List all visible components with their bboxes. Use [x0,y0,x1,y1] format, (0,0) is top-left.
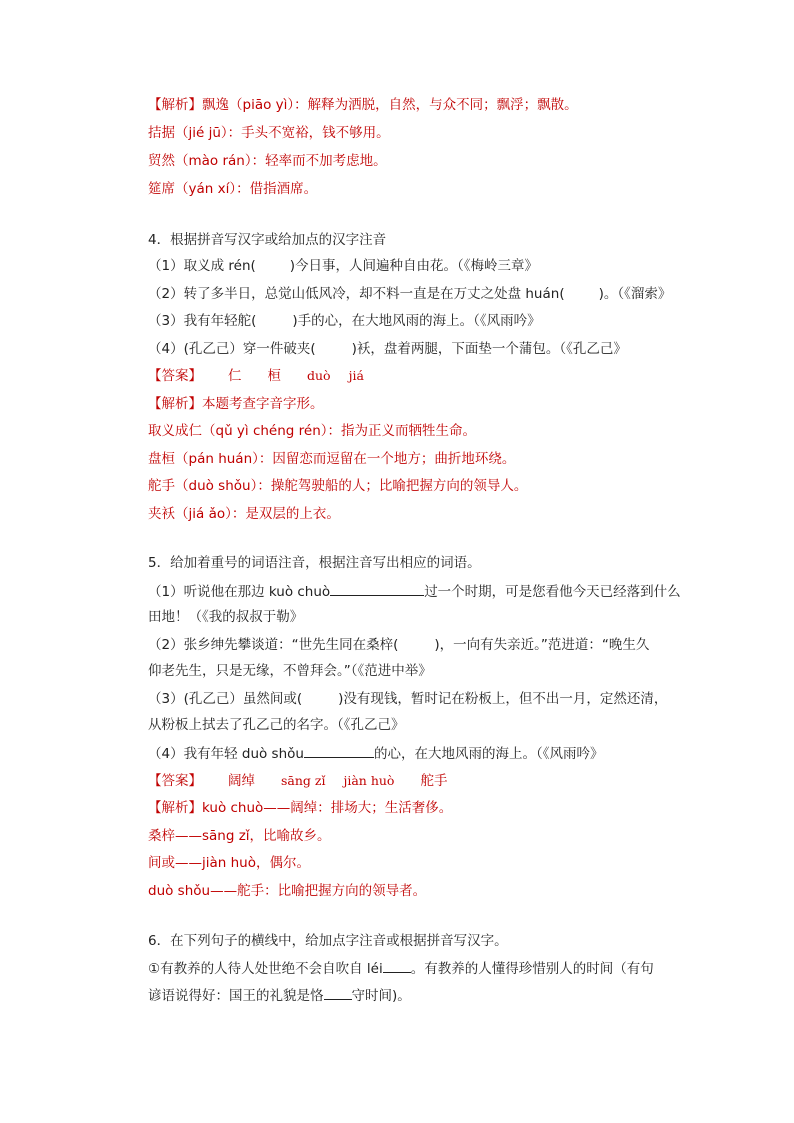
q5-analysis-label: 【解析】 [148,800,202,816]
q4-analysis-line-2: 盘桓（pán huán）：因留恋而逗留在一个地方；曲折地环绕。 [148,451,516,467]
q4-item-4-part-b: )袄，盘着两腿，下面垫一个蒲包。（《孔乙己》 [351,341,627,357]
q4-answer-3: duò [307,368,331,383]
q6-item-1-part-b: 。有教养的人懂得珍惜别人的时间（有句 [410,961,654,977]
q4-analysis-line-1: 取义成仁（qǔ yì chéng rén）：指为正义而牺牲生命。 [148,423,477,439]
q4-item-1-part-a: （1）取义成 rén( [148,258,256,274]
q6-item-1 [148,958,654,979]
q4-item-2 [148,284,671,304]
q5-item-3-cont: 从粉板上拭去了孔乙己的名字。（《孔乙己》 [148,717,405,733]
q5-item-2-part-a: （2）张乡绅先攀谈道：“世先生同在桑梓( [148,637,399,653]
q4-analysis-line-0 [148,394,324,414]
q4-answer-label: 【答案】 [148,368,202,384]
q5-item-1-part-a: （1）听说他在那边 kuò chuò [148,584,331,600]
q5-title: 5．给加着重号的词语注音，根据注音写出相应的词语。 [148,555,481,571]
q4-item-2-part-b: )。（《溜索》 [598,286,672,302]
q4-analysis-line-3: 舵手（duò shǒu）：操舵驾驶船的人；比喻把握方向的领导人。 [148,478,528,494]
q4-title: 4．根据拼音写汉字或给加点的汉字注音 [148,232,387,248]
q5-item-1-blank [330,581,424,596]
q5-answer-3: jiàn huò [343,773,395,788]
q4-item-3 [148,311,541,331]
q5-item-4-part-b: 的心，在大地风雨的海上。（《风雨吟》 [373,746,604,762]
q3-analysis-line-1 [148,95,578,115]
q3-analysis-line-2: 拮据（jié jū）：手头不宽裕，钱不够用。 [148,125,390,141]
q5-item-3-part-a: （3）(孔乙己）虽然间或( [148,691,303,707]
q5-answer-4: 舵手 [420,773,448,789]
q3-analysis-line-4: 筵席（yán xí）：借指酒席。 [148,181,318,197]
q5-item-3-part-b: )没有现钱，暂时记在粉板上，但不出一月，定然还清， [338,691,668,707]
q3-analysis-text-1: 飘逸（piāo yì）：解释为洒脱，自然，与众不同；飘浮；飘散。 [202,97,578,113]
q4-analysis-text-0: 本题考查字音字形。 [202,396,324,412]
q5-item-2 [148,635,649,655]
q3-analysis-line-3: 贸然（mào rán）：轻率而不加考虑地。 [148,153,387,169]
q5-analysis-line-1 [148,798,452,818]
q5-item-2-cont: 仰老先生，只是无缘，不曾拜会。”（《范进中举》 [148,663,432,679]
q5-item-3 [148,689,667,709]
q5-analysis-line-2: 桑梓——sāng zǐ，比喻故乡。 [148,828,331,844]
q4-item-4-part-a: （4）(孔乙己）穿一件破夹( [148,341,316,357]
q4-item-3-part-b: )手的心，在大地风雨的海上。（《风雨吟》 [292,313,541,329]
q4-answer-line [148,366,364,386]
q5-analysis-line-4: duò shǒu——舵手：比喻把握方向的领导者。 [148,883,427,899]
q4-answer-1: 仁 [228,368,242,384]
q6-item-1-blank-2 [324,985,352,1000]
q6-item-1-part-a: ①有教养的人待人处世绝不会自吹自 léi [148,961,383,977]
q5-answer-1: 阔绰 [228,773,255,789]
q4-item-4 [148,339,627,359]
q5-item-4-blank [304,743,374,758]
q6-item-1-part-c: 谚语说得好：国王的礼貌是恪 [148,988,324,1004]
q4-answer-2: 桓 [267,368,281,384]
q6-item-1-cont [148,985,411,1006]
q4-item-1-part-b: )今日事，人间遍种自由花。（《梅岭三章》 [289,258,539,274]
q5-item-1-cont: 田地！（《我的叔叔于勒》 [148,609,304,625]
q6-title: 6．在下列句子的横线中，给加点字注音或根据拼音写汉字。 [148,933,508,949]
q4-analysis-line-4: 夹袄（jiá ǎo）：是双层的上衣。 [148,506,340,522]
q6-item-1-part-d: 守时间)。 [351,988,411,1004]
q3-analysis-label: 【解析】 [148,97,202,113]
q5-answer-line [148,771,447,791]
q6-item-1-blank-1 [383,958,411,973]
q5-item-1-part-b: 过一个时期，可是您看他今天已经落到什么 [424,584,681,600]
q5-analysis-line-3: 间或——jiàn huò，偶尔。 [148,855,310,871]
q5-item-4 [148,743,603,764]
q5-analysis-text-1: kuò chuò——阔绰：排场大；生活奢侈。 [202,800,453,816]
q4-item-1 [148,256,538,276]
q5-answer-2: sāng zǐ [281,773,326,788]
q4-answer-4: jiá [348,368,364,383]
q5-item-1 [148,581,681,602]
q5-answer-label: 【答案】 [148,773,202,789]
q5-item-4-part-a: （4）我有年轻 duò shǒu [148,746,304,762]
q4-item-2-part-a: （2）转了多半日，总觉山低风冷，却不料一直是在万丈之处盘 huán( [148,286,565,302]
q4-item-3-part-a: （3）我有年轻舵( [148,313,257,329]
q5-item-2-part-b: )，一向有失亲近。”范进道：“晚生久 [434,637,650,653]
q4-analysis-label: 【解析】 [148,396,202,412]
